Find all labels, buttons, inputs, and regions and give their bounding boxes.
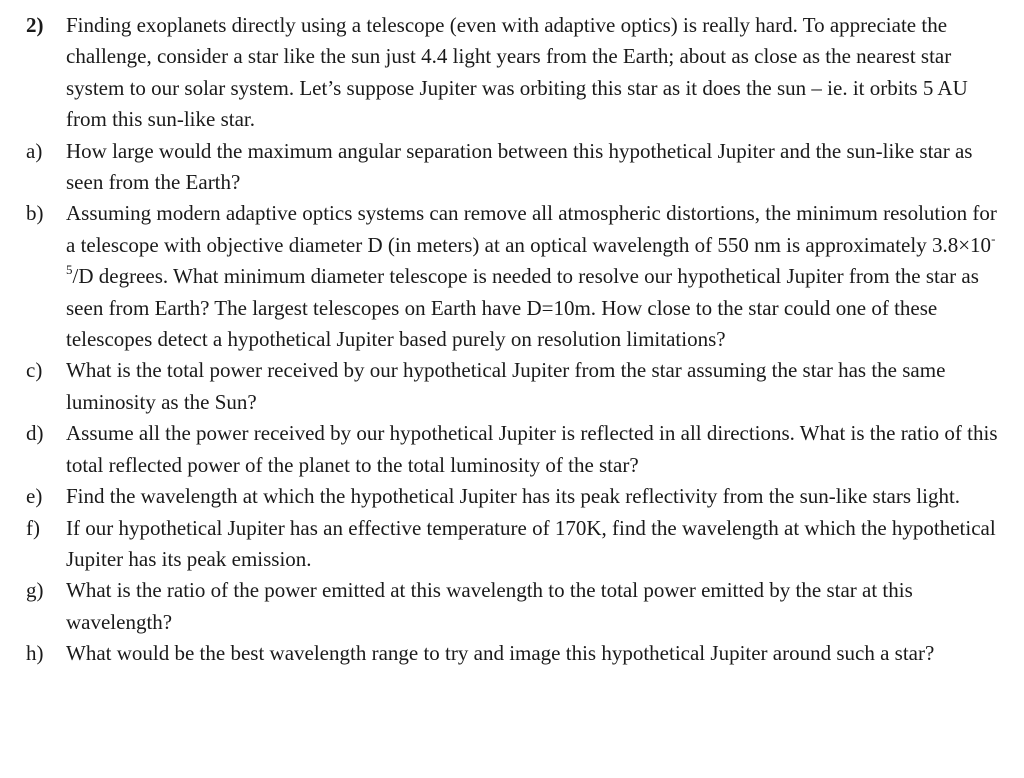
part-h [26,638,1006,669]
part-label: c) [26,358,43,383]
part-text: What would be the best wavelength range to try and image this hypothetical Jupiter around such a star? [66,641,935,666]
part-e [26,481,1006,512]
part-c [26,355,1006,418]
part-text-before: Assuming modern adaptive optics systems can remove all atmospheric distortions, the minimum resolution for a telescope with objective diameter D (in meters) at an optical wavelength of 550 nm is approximately 3.8×10 [66,201,997,257]
part-text: What is the ratio of the power emitted at this wavelength to the total power emitted by the star at this wavelength? [66,578,913,634]
part-text: How large would the maximum angular separation between this hypothetical Jupiter and the sun-like star as seen from the Earth? [66,138,973,195]
part-text: If our hypothetical Jupiter has an effective temperature of 170K, find the wavelength at which the hypothetical Jupiter has its peak emission. [66,515,996,571]
part-label: g) [26,578,44,603]
part-a [26,136,1006,199]
part-text: What is the total power received by our hypothetical Jupiter from the star assuming the star has the same luminosity as the Sun? [66,358,946,414]
part-label: b) [26,201,44,226]
part-f [26,513,1006,576]
part-label: d) [26,421,44,446]
problem-number: 2) [26,13,44,37]
part-text: Find the wavelength at which the hypothetical Jupiter has its peak reflectivity from the sun-like stars light. [66,484,961,509]
problem-intro-text: Finding exoplanets directly using a telescope (even with adaptive optics) is really hard. To appreciate the challenge, consider a star like the sun just 4.4 light years from the Earth; about as close as the nearest star system to our solar system. Let’s suppose Jupiter was orbiting this star as it does the sun – ie. it orbits 5 AU from this sun-like star. [66,13,968,132]
exponent: -5 [66,230,996,278]
part-label: f) [26,515,40,540]
part-label: a) [26,138,43,163]
part-d [26,418,1006,481]
part-g [26,575,1006,638]
problem-intro [26,10,1006,136]
part-text: Assume all the power received by our hypothetical Jupiter is reflected in all directions. What is the ratio of this total reflected power of the planet to the total luminosity of the star? [66,421,998,477]
part-label: h) [26,641,44,666]
part-label: e) [26,484,43,509]
problem-document [26,10,1006,670]
part-text-after: /D degrees. What minimum diameter telescope is needed to resolve our hypothetical Jupiter from the star as seen from Earth? The largest telescopes on Earth have D=10m. How close to the star could one of these telescopes detect a hypothetical Jupiter based purely on resolution limitations? [66,264,979,352]
part-b [26,198,1006,355]
